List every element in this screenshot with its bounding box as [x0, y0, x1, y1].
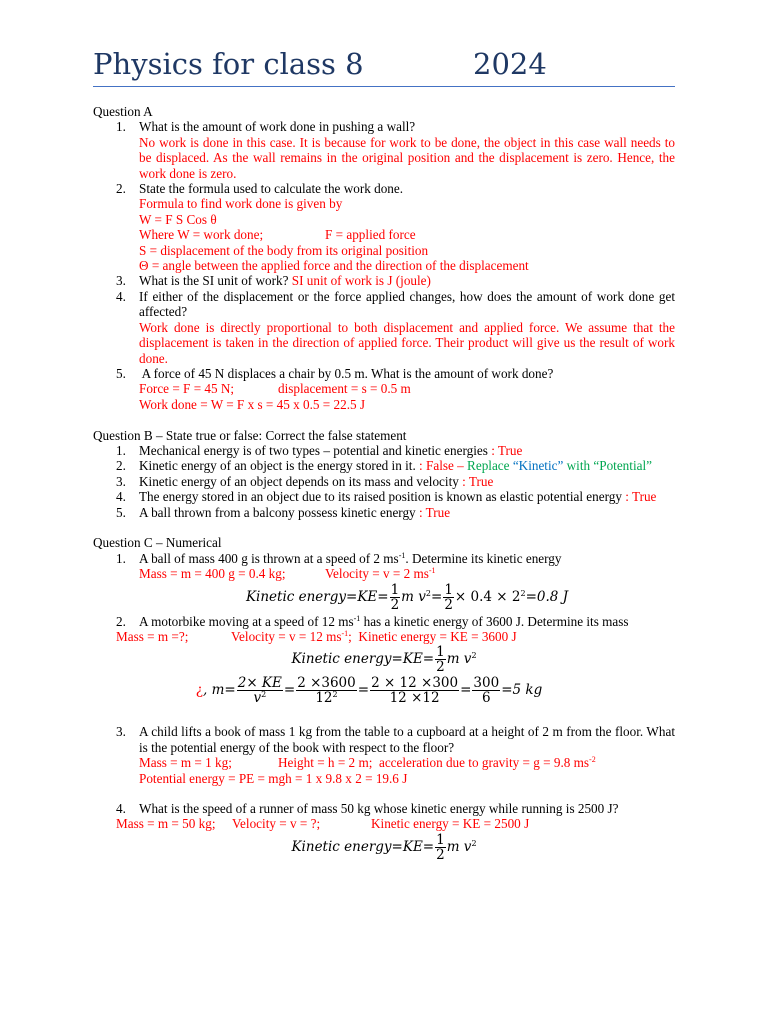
fraction [443, 583, 454, 612]
question-text [139, 614, 675, 629]
answer-line-part: F = applied force [325, 227, 416, 243]
superscript: 2 [261, 690, 267, 700]
question-text-part: . Determine its kinetic energy [405, 550, 562, 566]
fraction [296, 676, 357, 705]
statement-text: Mechanical energy is of two types – potential and kinetic energies [139, 442, 488, 458]
question-text: If either of the displacement or the force applied changes, how does the amount of work done get affected? [139, 288, 675, 320]
statement-text: A ball thrown from a balcony possess kinetic energy [139, 504, 416, 520]
equation-part: m v [401, 588, 426, 605]
section-question-a [93, 104, 675, 412]
equation: Kinetic energy=KE= $\frac{1}{2}$ m $v^2=$ $\frac{1}{2}$ × $0.4 \times 2^2=0.8$ J [245, 581, 569, 613]
fraction [390, 583, 401, 612]
correction-word: “Kinetic” [512, 458, 564, 474]
correction-text: Replace [467, 458, 513, 474]
document-year: 2024 [473, 47, 547, 81]
fraction [435, 645, 446, 674]
superscript: 2 [471, 651, 477, 661]
item-number: 2. [116, 613, 126, 629]
superscript: -1 [341, 628, 349, 638]
numerator: 300 [473, 675, 500, 692]
statement-item [93, 458, 675, 473]
denominator: 2 [390, 596, 400, 613]
section-question-b [93, 428, 675, 520]
given-part: Velocity = v = ?; [232, 816, 321, 832]
numerical-item [93, 614, 675, 629]
denominator: 12 ×12 [389, 690, 440, 707]
given-line [139, 566, 675, 581]
item-number: 5. [116, 365, 126, 381]
numerical-item [93, 724, 675, 786]
item-number: 2. [116, 458, 126, 474]
question-item [93, 289, 675, 366]
numerator: 1 [390, 581, 400, 598]
answer-line-part: displacement = s = 0.5 m [278, 381, 411, 397]
superscript: 2 [520, 588, 526, 598]
question-item [93, 119, 675, 181]
answer-line-part: Where W = work done; [139, 227, 264, 243]
question-text: What is the SI unit of work? [139, 273, 289, 289]
given-line [139, 755, 675, 770]
section-heading: Question A [93, 104, 153, 119]
superscript: -1 [353, 613, 361, 623]
fraction [370, 676, 459, 705]
equation-part: =0.8 J [525, 588, 569, 605]
answer-text: : True [621, 489, 657, 505]
statement-item [93, 489, 675, 504]
answer-text: SI unit of work is J (joule) [291, 273, 431, 289]
item-number: 3. [116, 724, 126, 740]
answer-text: : True [487, 442, 523, 458]
answer-line: Work done = W = F x s = 45 x 0.5 = 22.5 J [139, 396, 366, 412]
fraction [237, 676, 283, 705]
item-number: 1. [116, 442, 126, 458]
given-part: ; [348, 628, 352, 644]
numerical-item [93, 551, 675, 582]
superscript: -2 [589, 755, 596, 765]
answer-line: W = F S Cos θ [139, 211, 217, 227]
given-part: Mass = m = 50 kg; [116, 816, 216, 832]
answer-text: : False – [415, 458, 468, 474]
numerator: 1 [436, 644, 445, 661]
answer-line-part: Force = F = 45 N; [139, 381, 235, 397]
item-number: 4. [116, 489, 126, 505]
answer-text: : True [415, 504, 451, 520]
question-item [93, 273, 675, 288]
question-item [93, 181, 675, 273]
denominator [237, 691, 283, 705]
statement-text: Kinetic energy of an object depends on its mass and velocity [139, 473, 459, 489]
numerator: 1 [436, 831, 445, 848]
given-part: Velocity = v = 12 ms [231, 628, 342, 644]
superscript: -1 [398, 550, 406, 560]
question-text [139, 551, 675, 566]
answer-text: Potential energy = PE = mgh = 1 x 9.8 x 2 = 19.6 J [139, 770, 408, 786]
numerator: 1 [444, 581, 453, 598]
statement-item [93, 505, 675, 520]
item-number: 1. [116, 119, 126, 135]
answer-line: S = displacement of the body from its original position [139, 242, 429, 258]
given-part: Kinetic energy = KE = 3600 J [358, 628, 517, 644]
question-text-part: A ball of mass 400 g is thrown at a speed of 2 ms [139, 550, 399, 566]
given-line [93, 629, 675, 644]
fraction [472, 676, 500, 705]
denominator [296, 691, 357, 705]
denominator: 2 [444, 596, 453, 613]
given-part: Mass = m =?; [116, 628, 189, 644]
question-text-part: has a kinetic energy of 3600 J. Determine its mass [360, 613, 629, 629]
question-item [93, 366, 675, 412]
question-text: A force of 45 N displaces a chair by 0.5 m. What is the amount of work done? [139, 365, 554, 381]
equation [93, 645, 675, 674]
item-number: 2. [116, 181, 126, 197]
document-title-bar [93, 42, 675, 87]
denominator-base: 12 [315, 690, 333, 707]
document-body [93, 104, 675, 864]
denominator: 6 [482, 690, 491, 707]
question-text: A child lifts a book of mass 1 kg from the table to a cupboard at a height of 2 m from the floor. What is the potential energy of the book with respect to the floor? [139, 724, 675, 755]
numerator: 2 × 12 ×300 [371, 675, 459, 692]
given-part: Velocity = v = 2 ms [325, 566, 429, 582]
fraction [435, 833, 446, 862]
numerical-item [93, 801, 675, 816]
equation-part: × 0.4 × 2 [454, 588, 521, 605]
equation: ¿, m= $\frac{2\times KE}{v^2}$ = $\frac{2 \times 3600}{12^2}$ = $\frac{2 \times 12 \times 300}{12 \times 12}$ = $\frac{300}{6}$ =5 kg [195, 675, 543, 707]
item-number: 1. [116, 550, 126, 566]
superscript: 2 [332, 690, 338, 700]
statement-item [93, 443, 675, 458]
equation-part: m v [446, 651, 472, 668]
item-number: 3. [116, 473, 126, 489]
section-heading: Question B – State true or false: Correct the false statement [93, 427, 407, 443]
item-number: 4. [116, 288, 126, 304]
answer-line: Θ = angle between the applied force and the direction of the displacement [139, 258, 529, 274]
numerator: 2 ×3600 [297, 675, 356, 692]
answer-text: Work done is directly proportional to both displacement and applied force. We assume that the displacement is taken in the direction of applied force. Their product will give us the result of work done. [139, 319, 675, 366]
superscript: 2 [471, 838, 477, 848]
item-number: 3. [116, 273, 126, 289]
question-line [139, 273, 675, 288]
answer-line: Formula to find work done is given by [139, 196, 343, 212]
given-line [93, 816, 675, 831]
section-heading: Question C – Numerical [93, 535, 222, 551]
question-text: State the formula used to calculate the work done. [139, 181, 404, 197]
denominator: 2 [436, 659, 445, 676]
statement-text: Kinetic energy of an object is the energy stored in it. [139, 458, 416, 474]
denominator: 2 [436, 846, 445, 863]
given-part: Mass = m = 400 g = 0.4 kg; [139, 566, 286, 582]
answer-line [139, 381, 675, 396]
superscript: 2 [425, 588, 431, 598]
equation [93, 833, 675, 862]
question-text: What is the amount of work done in pushing a wall? [139, 119, 416, 135]
answer-text: : True [458, 473, 494, 489]
equation-part: Kinetic energy=KE= [291, 651, 435, 668]
denominator-base: v [253, 690, 262, 707]
equation-part: ¿ [195, 682, 204, 699]
question-text: What is the speed of a runner of mass 50 kg whose kinetic energy while running is 2500 J? [139, 801, 619, 816]
statement-text: The energy stored in an object due to its raised position is known as elastic potential energy [139, 489, 622, 505]
superscript: -1 [428, 566, 436, 576]
item-number: 4. [116, 801, 126, 816]
equation-part: m v [446, 838, 472, 855]
item-number: 5. [116, 504, 126, 520]
answer-line [139, 227, 675, 242]
given-part: Height = h = 2 m; [278, 755, 373, 771]
document-title: Physics for class 8 [93, 47, 364, 81]
given-part: acceleration due to gravity = g = 9.8 ms [378, 755, 590, 771]
numerator: 2× KE [237, 675, 282, 692]
equation-part: =5 kg [501, 682, 543, 699]
equation-part: Kinetic energy=KE= [291, 838, 435, 855]
section-question-c [93, 535, 675, 861]
given-part: Kinetic energy = KE = 2500 J [371, 816, 530, 832]
correction-text: with “Potential” [563, 458, 652, 474]
statement-item [93, 474, 675, 489]
equation-part: Kinetic energy=KE= [245, 588, 389, 605]
equation-part: , m= [203, 682, 236, 699]
question-text-part: A motorbike moving at a speed of 12 ms [139, 613, 354, 629]
given-part: Mass = m = 1 kg; [139, 755, 232, 771]
answer-text: No work is done in this case. It is because for work to be done, the object in this case wall needs to be displaced. As the wall remains in the original position and the displacement is zero. Hence, the work done is zero. [139, 134, 675, 181]
